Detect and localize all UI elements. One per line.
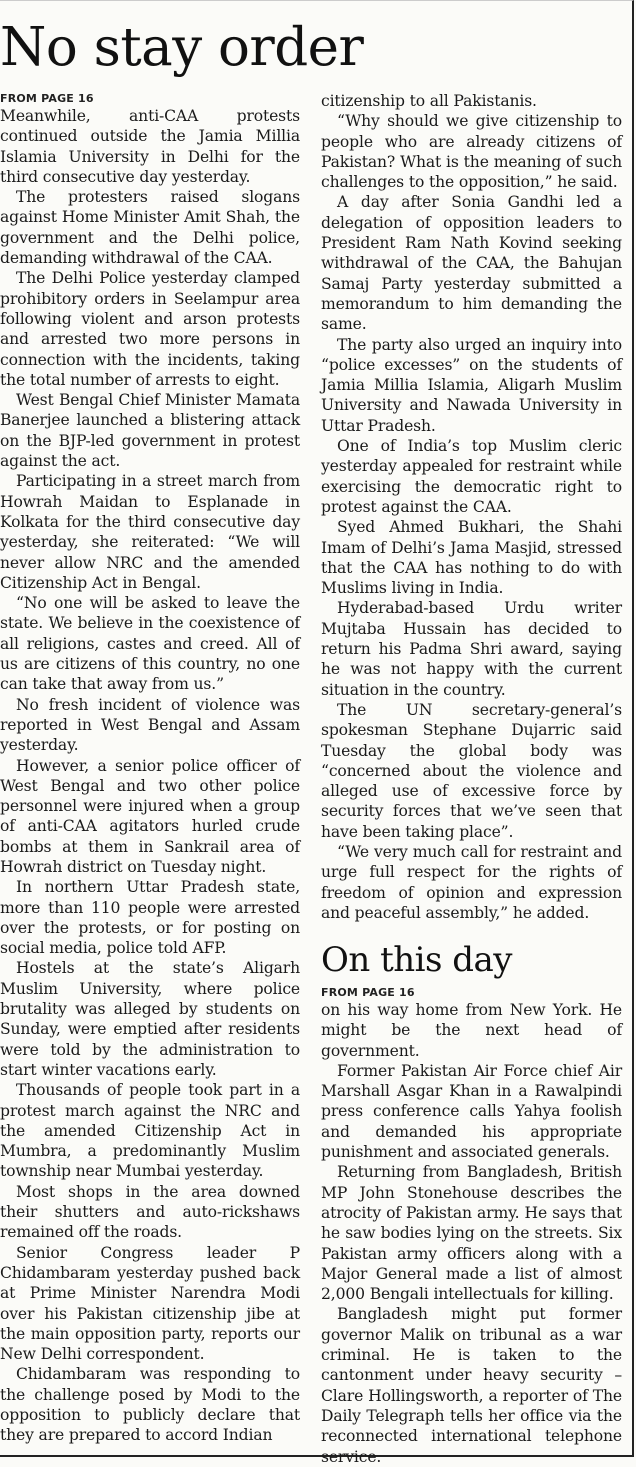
headline-no-stay-order: No stay order	[0, 17, 364, 78]
article-body-right	[321, 91, 622, 923]
paragraph: The protesters raised slogans against Home Minister Amit Shah, the government and the Delhi police, demanding withdrawal of the CAA.	[0, 188, 300, 268]
paragraph: citizenship to all Pakistanis.	[321, 92, 537, 110]
paragraph: The party also urged an inquiry into “police excesses” on the students of Jamia Millia Islamia, Aligarh Muslim University and Nawada University in Uttar Pradesh.	[321, 335, 622, 435]
paragraph: Returning from Bangladesh, British MP John Stonehouse describes the atrocity of Pakistan army. He says that he saw bodies lying on the streets. Six Pakistan army officers along with a Major General made a list of almost 2,000 Bengali intellectuals for killing.	[321, 1163, 622, 1304]
paragraph: In northern Uttar Pradesh state, more than 110 people were arrested over the protests, or for posting on social media, police told AFP.	[0, 878, 300, 958]
paragraph: Hostels at the state’s Aligarh Muslim University, where police brutality was alleged by students on Sunday, were emptied after residents were told by the administration to start winter vacations early.	[0, 959, 300, 1079]
paragraph: Thousands of people took part in a protest march against the NRC and the amended Citizenship Act in Mumbra, a predominantly Muslim township near Mumbai yesterday.	[0, 1081, 300, 1181]
paragraph: However, a senior police officer of West Bengal and two other police personnel were injured when a group of anti-CAA agitators hurled crude bombs at them in Sankrail area of Howrah district on Tuesday night.	[0, 756, 300, 876]
from-page-label: FROM PAGE 16	[321, 986, 415, 999]
headline-on-this-day: On this day	[321, 940, 513, 980]
paragraph: Participating in a street march from Howrah Maidan to Esplanade in Kolkata for the third consecutive day yesterday, she reiterated: “We will never allow NRC and the amended Citizenship Act in Bengal.	[0, 472, 300, 592]
paragraph: Syed Ahmed Bukhari, the Shahi Imam of Delhi’s Jama Masjid, stressed that the CAA has nothing to do with Muslims living in India.	[321, 518, 622, 598]
paragraph: “No one will be asked to leave the state. We believe in the coexistence of all religions, castes and creed. All of us are citizens of this country, no one can take that away from us.”	[0, 594, 300, 694]
paragraph: A day after Sonia Gandhi led a delegation of opposition leaders to President Ram Nath Kovind seeking withdrawal of the CAA, the Bahujan Samaj Party yesterday submitted a memorandum to him demanding the same.	[321, 193, 622, 334]
paragraph: on his way home from New York. He might be the next head of government.	[321, 1001, 622, 1060]
paragraph: “Why should we give citizenship to people who are already citizens of Pakistan? What is the meaning of such challenges to the opposition,” he said.	[321, 112, 622, 192]
from-page-label: FROM PAGE 16	[0, 92, 94, 105]
paragraph: Meanwhile, anti-CAA protests continued outside the Jamia Millia Islamia University in Delhi for the third consecutive day yesterday.	[0, 107, 300, 186]
paragraph: Hyderabad-based Urdu writer Mujtaba Hussain has decided to return his Padma Shri award, saying he was not happy with the current situation in the country.	[321, 599, 622, 699]
article-body-left	[0, 92, 300, 1446]
paragraph: West Bengal Chief Minister Mamata Banerjee launched a blistering attack on the BJP-led government in protest against the act.	[0, 391, 300, 471]
paragraph: The Delhi Police yesterday clamped prohibitory orders in Seelampur area following violent and arson protests and arrested two more persons in connection with the incidents, taking the total number of arrests to eight.	[0, 269, 300, 389]
paragraph: Chidambaram was responding to the challenge posed by Modi to the opposition to publicly declare that they are prepared to accord Indian	[0, 1365, 300, 1445]
paragraph: Former Pakistan Air Force chief Air Marshall Asgar Khan in a Rawalpindi press conference calls Yahya foolish and demanded his appropriate punishment and associated generals.	[321, 1061, 622, 1162]
on-this-day-body	[321, 986, 622, 1467]
paragraph: Senior Congress leader P Chidambaram yesterday pushed back at Prime Minister Narendra Modi over his Pakistan citizenship jibe at the main opposition party, reports our New Delhi correspondent.	[0, 1243, 300, 1364]
paragraph: The UN secretary-general’s spokesman Stephane Dujarric said Tuesday the global body was “concerned about the violence and alleged use of excessive force by security forces that we’ve seen that have been taking place”.	[321, 700, 622, 841]
paragraph: One of India’s top Muslim cleric yesterday appealed for restraint while exercising the democratic right to protest against the CAA.	[321, 437, 622, 516]
paragraph: “We very much call for restraint and urge full respect for the rights of freedom of opinion and expression and peaceful assembly,” he added.	[321, 842, 622, 922]
paragraph: Most shops in the area downed their shutters and auto-rickshaws remained off the roads.	[0, 1182, 300, 1242]
paragraph: No fresh incident of violence was reported in West Bengal and Assam yesterday.	[0, 695, 300, 755]
paragraph: Bangladesh might put former governor Malik on tribunal as a war criminal. He is taken to the cantonment under heavy security – Clare Hollingsworth, a reporter of The Daily Telegraph tells her office via the reconnected international telephone service.	[321, 1305, 622, 1466]
